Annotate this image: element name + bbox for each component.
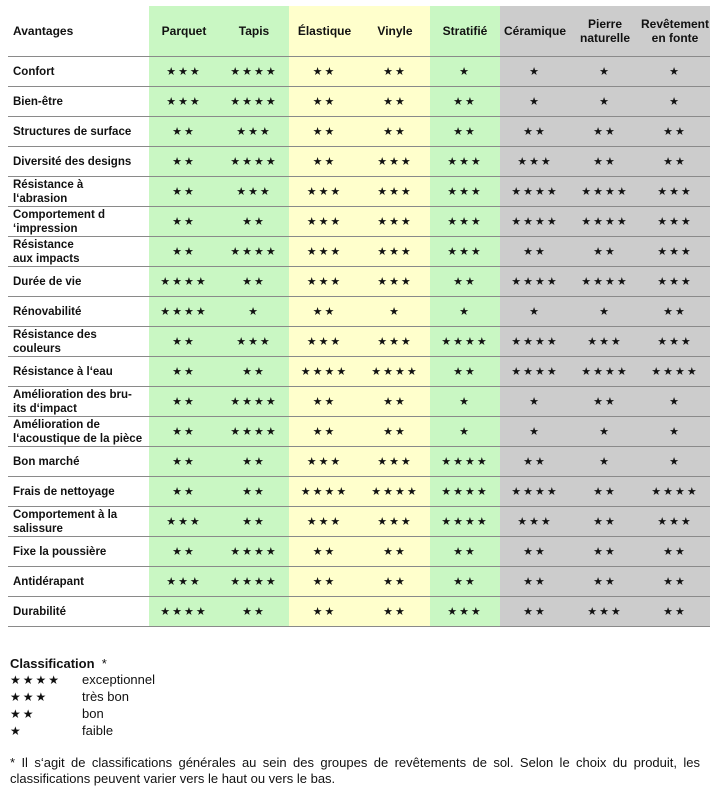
rating-cell: ★★ xyxy=(219,507,289,537)
header-pierre-naturelle: Pierre naturelle xyxy=(570,6,640,57)
rating-cell: ★ xyxy=(500,57,570,87)
rating-cell: ★★ xyxy=(430,117,500,147)
rating-cell: ★★ xyxy=(149,147,219,177)
rating-cell: ★★ xyxy=(500,597,570,627)
table-row xyxy=(8,537,710,567)
rating-cell: ★★★ xyxy=(640,207,710,237)
table-row xyxy=(8,447,710,477)
rating-cell: ★★★★ xyxy=(149,267,219,297)
rating-cell: ★★ xyxy=(640,117,710,147)
legend-stars: ★★ xyxy=(10,706,36,721)
rating-cell: ★★★ xyxy=(430,597,500,627)
rating-cell: ★★ xyxy=(640,597,710,627)
rating-cell: ★★ xyxy=(430,357,500,387)
rating-cell: ★ xyxy=(500,297,570,327)
rating-cell: ★★ xyxy=(360,537,430,567)
rating-cell: ★★★★ xyxy=(500,327,570,357)
rating-cell: ★★★ xyxy=(219,117,289,147)
legend-title: Classification * xyxy=(10,656,107,671)
table-row xyxy=(8,117,710,147)
rating-cell: ★★ xyxy=(289,417,360,447)
header-row xyxy=(8,6,710,57)
row-label: Fixe la poussière xyxy=(8,537,149,567)
rating-cell: ★★ xyxy=(360,417,430,447)
table-row xyxy=(8,597,710,627)
rating-cell: ★ xyxy=(640,447,710,477)
rating-cell: ★★★★ xyxy=(500,477,570,507)
rating-cell: ★★ xyxy=(360,117,430,147)
rating-cell: ★★★★ xyxy=(430,447,500,477)
rating-cell: ★★★★ xyxy=(640,357,710,387)
row-label: Amélioration de l‘acoustique de la pièce xyxy=(8,417,149,447)
legend-label: faible xyxy=(82,723,114,738)
rating-cell: ★★★ xyxy=(640,267,710,297)
legend-item xyxy=(10,722,155,739)
table-row xyxy=(8,147,710,177)
rating-cell: ★★ xyxy=(570,477,640,507)
row-label: Amélioration des bru- its d‘impact xyxy=(8,387,149,417)
legend-item xyxy=(10,688,155,705)
rating-cell: ★ xyxy=(500,87,570,117)
header-revetement-fonte: Revêtement en fonte xyxy=(640,6,710,57)
rating-cell: ★★★ xyxy=(289,237,360,267)
rating-cell: ★★ xyxy=(149,357,219,387)
row-label: Résistance à l‘eau xyxy=(8,357,149,387)
header-tapis: Tapis xyxy=(219,6,289,57)
rating-cell: ★ xyxy=(640,387,710,417)
rating-cell: ★★ xyxy=(219,597,289,627)
row-label: Bon marché xyxy=(8,447,149,477)
rating-cell: ★★★ xyxy=(430,147,500,177)
rating-cell: ★★ xyxy=(219,477,289,507)
rating-cell: ★★★ xyxy=(219,327,289,357)
row-label: Comportement à la salissure xyxy=(8,507,149,537)
table-row xyxy=(8,567,710,597)
rating-cell: ★★★ xyxy=(289,447,360,477)
rating-cell: ★★ xyxy=(289,387,360,417)
rating-cell: ★★ xyxy=(219,267,289,297)
rating-cell: ★★★★ xyxy=(219,57,289,87)
rating-cell: ★★★ xyxy=(360,207,430,237)
rating-cell: ★★★ xyxy=(640,237,710,267)
rating-cell: ★★ xyxy=(289,147,360,177)
rating-cell: ★★★ xyxy=(360,327,430,357)
row-label: Confort xyxy=(8,57,149,87)
rating-cell: ★★★★ xyxy=(219,237,289,267)
rating-cell: ★ xyxy=(500,387,570,417)
rating-cell: ★★ xyxy=(430,567,500,597)
rating-cell: ★★★★ xyxy=(219,87,289,117)
rating-cell: ★★★ xyxy=(219,177,289,207)
rating-cell: ★★★ xyxy=(570,327,640,357)
rating-cell: ★★ xyxy=(149,387,219,417)
header-elastique: Élastique xyxy=(289,6,360,57)
rating-cell: ★★★★ xyxy=(430,327,500,357)
rating-cell: ★★★★ xyxy=(289,357,360,387)
rating-cell: ★★ xyxy=(149,117,219,147)
row-label: Durée de vie xyxy=(8,267,149,297)
row-label: Diversité des designs xyxy=(8,147,149,177)
rating-cell: ★★★ xyxy=(289,267,360,297)
rating-cell: ★ xyxy=(500,417,570,447)
rating-cell: ★★★ xyxy=(360,147,430,177)
rating-cell: ★ xyxy=(570,297,640,327)
rating-cell: ★★ xyxy=(289,537,360,567)
legend-label: bon xyxy=(82,706,104,721)
rating-cell: ★★★★ xyxy=(570,177,640,207)
rating-cell: ★★★★ xyxy=(570,267,640,297)
rating-cell: ★★ xyxy=(640,297,710,327)
rating-cell: ★★★★ xyxy=(500,267,570,297)
rating-cell: ★★ xyxy=(430,267,500,297)
legend xyxy=(10,656,155,739)
rating-cell: ★★★ xyxy=(360,177,430,207)
rating-cell: ★★ xyxy=(360,57,430,87)
table-row xyxy=(8,327,710,357)
rating-cell: ★★★★ xyxy=(360,357,430,387)
row-label: Résistance à l‘abrasion xyxy=(8,177,149,207)
rating-cell: ★★ xyxy=(570,507,640,537)
rating-cell: ★★ xyxy=(289,57,360,87)
rating-cell: ★★★ xyxy=(640,327,710,357)
rating-cell: ★★ xyxy=(430,87,500,117)
rating-cell: ★★ xyxy=(500,447,570,477)
rating-cell: ★★ xyxy=(360,567,430,597)
row-label: Antidérapant xyxy=(8,567,149,597)
rating-cell: ★★★★ xyxy=(570,357,640,387)
row-label: Résistance des couleurs xyxy=(8,327,149,357)
rating-cell: ★★★ xyxy=(500,507,570,537)
table-row xyxy=(8,87,710,117)
rating-cell: ★★★★ xyxy=(219,417,289,447)
rating-cell: ★★ xyxy=(149,177,219,207)
row-label: Comportement d ‘impression xyxy=(8,207,149,237)
rating-cell: ★★★★ xyxy=(219,147,289,177)
rating-cell: ★★ xyxy=(360,87,430,117)
rating-cell: ★★★ xyxy=(360,447,430,477)
rating-cell: ★★ xyxy=(640,537,710,567)
rating-cell: ★★★ xyxy=(500,147,570,177)
rating-cell: ★★ xyxy=(430,537,500,567)
rating-cell: ★★ xyxy=(149,537,219,567)
rating-cell: ★ xyxy=(640,87,710,117)
row-label: Bien-être xyxy=(8,87,149,117)
rating-cell: ★★ xyxy=(149,327,219,357)
rating-cell: ★ xyxy=(430,387,500,417)
row-label: Frais de nettoyage xyxy=(8,477,149,507)
rating-cell: ★★ xyxy=(500,567,570,597)
rating-cell: ★★★ xyxy=(640,507,710,537)
legend-item xyxy=(10,705,155,722)
rating-cell: ★★★ xyxy=(289,207,360,237)
rating-cell: ★★★ xyxy=(570,597,640,627)
legend-label: très bon xyxy=(82,689,129,704)
rating-cell: ★★★★ xyxy=(289,477,360,507)
rating-cell: ★★★ xyxy=(149,87,219,117)
table-row xyxy=(8,177,710,207)
rating-cell: ★★★ xyxy=(360,267,430,297)
rating-cell: ★★★ xyxy=(149,567,219,597)
rating-cell: ★★★★ xyxy=(500,357,570,387)
rating-cell: ★★★ xyxy=(289,177,360,207)
rating-cell: ★ xyxy=(640,417,710,447)
comparison-table xyxy=(8,6,710,627)
rating-cell: ★★★ xyxy=(360,237,430,267)
rating-cell: ★★★★ xyxy=(500,207,570,237)
header-vinyle: Vinyle xyxy=(360,6,430,57)
table-row xyxy=(8,57,710,87)
rating-cell: ★ xyxy=(570,57,640,87)
row-label: Résistance aux impacts xyxy=(8,237,149,267)
table-row xyxy=(8,297,710,327)
rating-cell: ★★★ xyxy=(430,237,500,267)
rating-cell: ★★ xyxy=(570,117,640,147)
rating-cell: ★★ xyxy=(360,387,430,417)
rating-cell: ★★ xyxy=(500,117,570,147)
rating-cell: ★★★ xyxy=(149,507,219,537)
rating-cell: ★★★★ xyxy=(149,597,219,627)
table-row xyxy=(8,477,710,507)
rating-cell: ★★ xyxy=(219,207,289,237)
table-row xyxy=(8,267,710,297)
rating-cell: ★★★★ xyxy=(360,477,430,507)
rating-cell: ★★ xyxy=(570,537,640,567)
rating-cell: ★★ xyxy=(289,297,360,327)
rating-cell: ★★★ xyxy=(640,177,710,207)
legend-stars: ★ xyxy=(10,723,23,738)
row-label: Rénovabilité xyxy=(8,297,149,327)
rating-cell: ★★ xyxy=(219,357,289,387)
rating-cell: ★ xyxy=(360,297,430,327)
rating-cell: ★★★ xyxy=(149,57,219,87)
rating-cell: ★ xyxy=(640,57,710,87)
rating-cell: ★★ xyxy=(640,147,710,177)
rating-cell: ★★★★ xyxy=(219,537,289,567)
header-stratifie: Stratifié xyxy=(430,6,500,57)
rating-cell: ★★★★ xyxy=(219,567,289,597)
rating-cell: ★★ xyxy=(289,87,360,117)
rating-cell: ★★★★ xyxy=(430,507,500,537)
rating-cell: ★★ xyxy=(500,537,570,567)
header-parquet: Parquet xyxy=(149,6,219,57)
rating-cell: ★★ xyxy=(500,237,570,267)
legend-stars: ★★★★ xyxy=(10,672,62,687)
rating-cell: ★★ xyxy=(149,477,219,507)
rating-cell: ★★ xyxy=(570,387,640,417)
rating-cell: ★★ xyxy=(149,207,219,237)
rating-cell: ★★ xyxy=(640,567,710,597)
rating-cell: ★★★★ xyxy=(430,477,500,507)
table-row xyxy=(8,507,710,537)
rating-cell: ★ xyxy=(430,417,500,447)
rating-cell: ★★★ xyxy=(430,177,500,207)
rating-cell: ★★ xyxy=(289,567,360,597)
rating-cell: ★★ xyxy=(570,237,640,267)
rating-cell: ★ xyxy=(570,447,640,477)
rating-cell: ★★ xyxy=(219,447,289,477)
rating-cell: ★★★★ xyxy=(570,207,640,237)
row-label: Structures de surface xyxy=(8,117,149,147)
rating-cell: ★★ xyxy=(149,447,219,477)
header-ceramique: Céramique xyxy=(500,6,570,57)
rating-cell: ★ xyxy=(219,297,289,327)
rating-cell: ★ xyxy=(430,297,500,327)
rating-cell: ★★★ xyxy=(430,207,500,237)
legend-label: exceptionnel xyxy=(82,672,155,687)
rating-cell: ★★★★ xyxy=(149,297,219,327)
rating-cell: ★★★★ xyxy=(500,177,570,207)
rating-cell: ★★ xyxy=(289,117,360,147)
rating-cell: ★★★ xyxy=(289,507,360,537)
rating-cell: ★★ xyxy=(289,597,360,627)
rating-cell: ★★★★ xyxy=(640,477,710,507)
table-row xyxy=(8,357,710,387)
rating-cell: ★★ xyxy=(149,237,219,267)
legend-stars: ★★★ xyxy=(10,689,49,704)
rating-cell: ★★ xyxy=(570,567,640,597)
rating-cell: ★ xyxy=(570,87,640,117)
rating-cell: ★ xyxy=(430,57,500,87)
rating-cell: ★★ xyxy=(149,417,219,447)
table-row xyxy=(8,237,710,267)
table-row xyxy=(8,387,710,417)
rating-cell: ★★★ xyxy=(360,507,430,537)
table-row xyxy=(8,207,710,237)
rating-cell: ★★★ xyxy=(289,327,360,357)
rating-cell: ★ xyxy=(570,417,640,447)
footnote: * Il s‘agit de classifications générales au sein des groupes de revêtements de sol. Selon le choix du produit, les classifications peuvent varier vers le haut ou vers le bas. xyxy=(10,755,700,786)
table-row xyxy=(8,417,710,447)
rating-cell: ★★★★ xyxy=(219,387,289,417)
row-label: Durabilité xyxy=(8,597,149,627)
legend-item xyxy=(10,671,155,688)
rating-cell: ★★ xyxy=(570,147,640,177)
header-advantages: Avantages xyxy=(13,24,74,38)
rating-cell: ★★ xyxy=(360,597,430,627)
